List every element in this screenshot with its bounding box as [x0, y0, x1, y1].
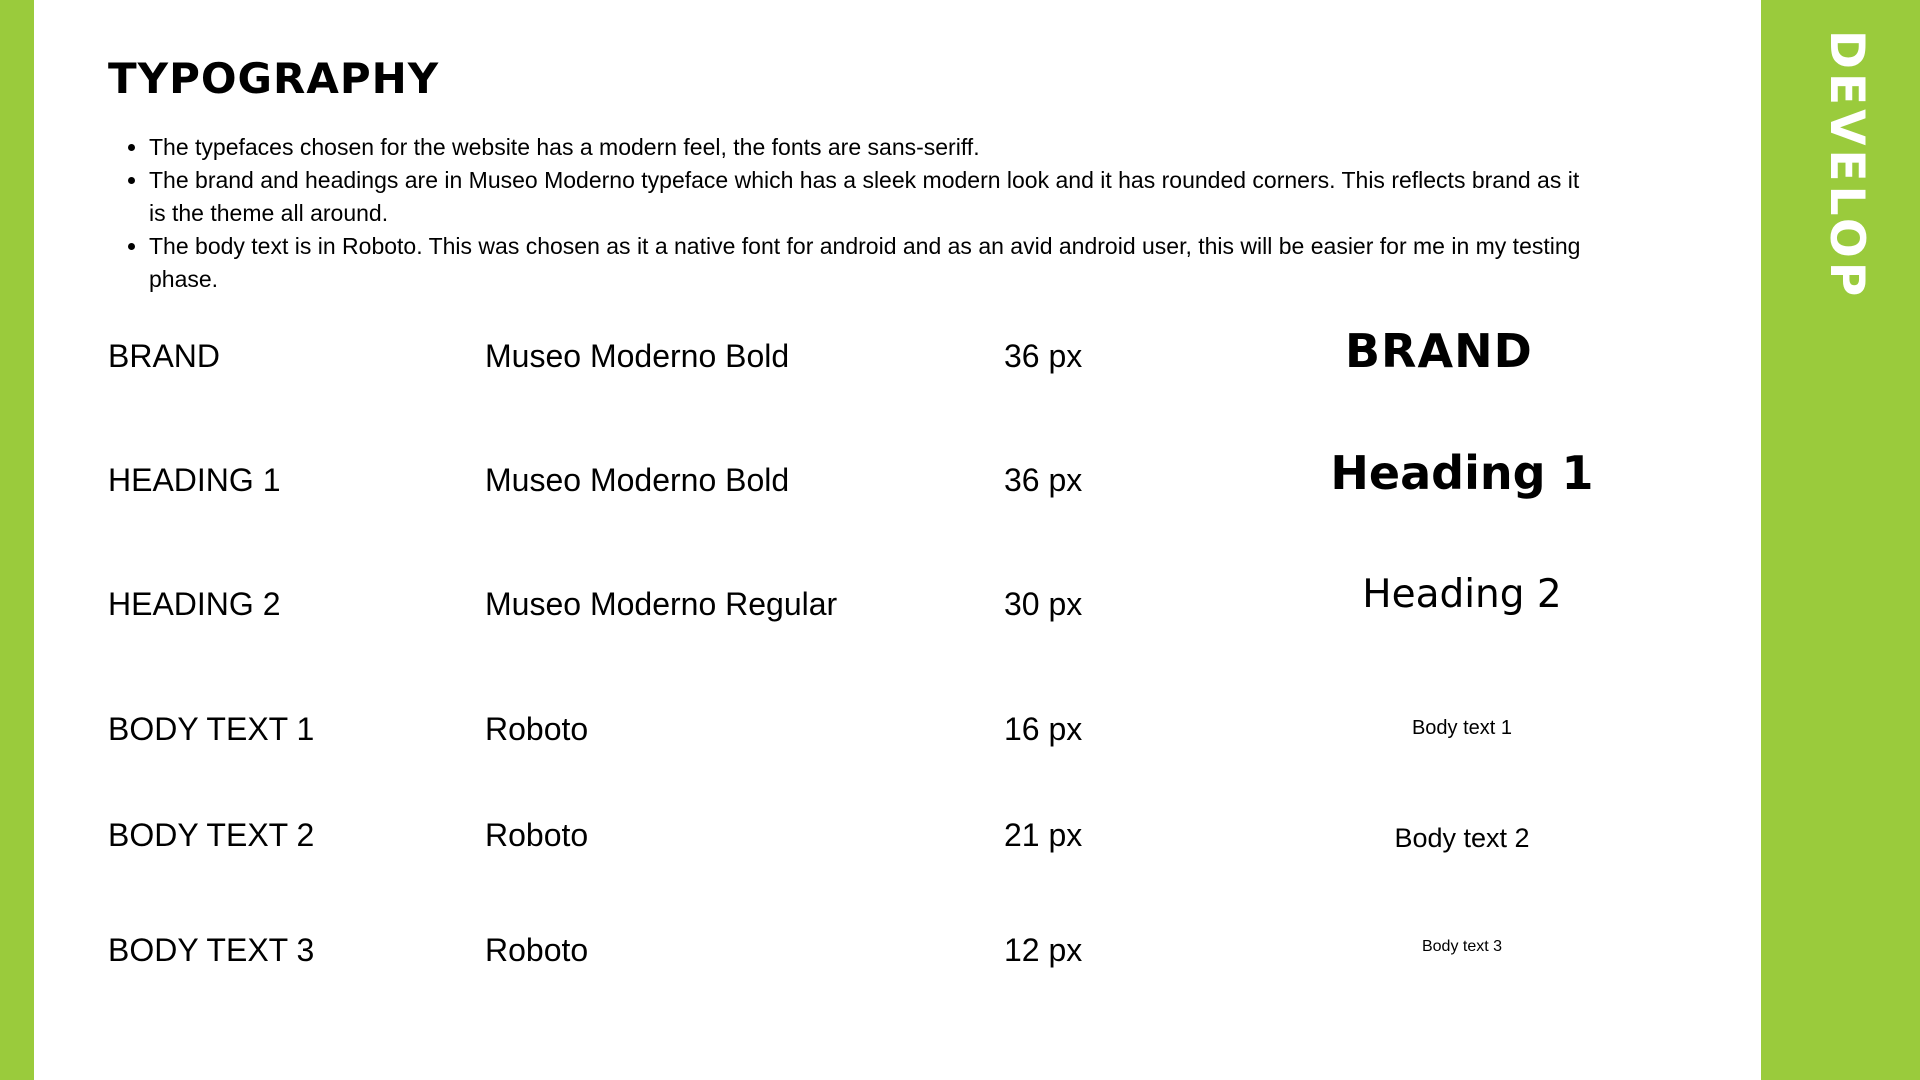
type-row-brand [0, 324, 1760, 390]
font-sample: BRAND [1345, 324, 1533, 378]
font-name: Roboto [485, 817, 589, 853]
font-sample: Body text 1 [1411, 717, 1513, 739]
style-name: BODY TEXT 3 [108, 932, 315, 968]
section-label: DEVELOP [1819, 30, 1874, 301]
font-name: Museo Moderno Bold [485, 462, 790, 498]
type-row-body-text-1 [0, 713, 1760, 763]
style-name: BODY TEXT 1 [108, 711, 315, 747]
type-row-body-text-2 [0, 819, 1760, 869]
type-row-heading-1 [0, 446, 1760, 514]
description-list [108, 131, 1599, 296]
list-item: • The typefaces chosen for the website has a modern feel, the fonts are sans-seriff. [149, 131, 1599, 164]
font-sample: Body text 2 [1394, 823, 1530, 853]
left-accent-bar [0, 0, 34, 1080]
font-name: Museo Moderno Regular [485, 586, 838, 622]
type-row-heading-2 [0, 572, 1760, 638]
style-name: HEADING 2 [108, 586, 281, 622]
style-name: BRAND [108, 338, 221, 374]
font-name: Museo Moderno Bold [485, 338, 790, 374]
font-size: 21 px [1004, 817, 1083, 853]
font-size: 36 px [1004, 462, 1083, 498]
list-item: • The body text is in Roboto. This was chosen as it a native font for android and as an avid android user, this will be easier for me in my testing phase. [149, 230, 1599, 296]
page-title: TYPOGRAPHY [108, 54, 440, 103]
list-item: • The brand and headings are in Museo Moderno typeface which has a sleek modern look and it has rounded corners. This reflects brand as it is the theme all around. [149, 164, 1599, 230]
style-name: BODY TEXT 2 [108, 817, 315, 853]
font-sample: Heading 2 [1362, 572, 1562, 617]
type-row-body-text-3 [0, 934, 1760, 984]
font-size: 12 px [1004, 932, 1083, 968]
font-size: 16 px [1004, 711, 1083, 747]
font-size: 36 px [1004, 338, 1083, 374]
font-size: 30 px [1004, 586, 1083, 622]
font-sample: Body text 3 [1421, 938, 1503, 955]
font-sample: Heading 1 [1330, 446, 1594, 500]
style-name: HEADING 1 [108, 462, 281, 498]
font-name: Roboto [485, 711, 589, 747]
font-name: Roboto [485, 932, 589, 968]
